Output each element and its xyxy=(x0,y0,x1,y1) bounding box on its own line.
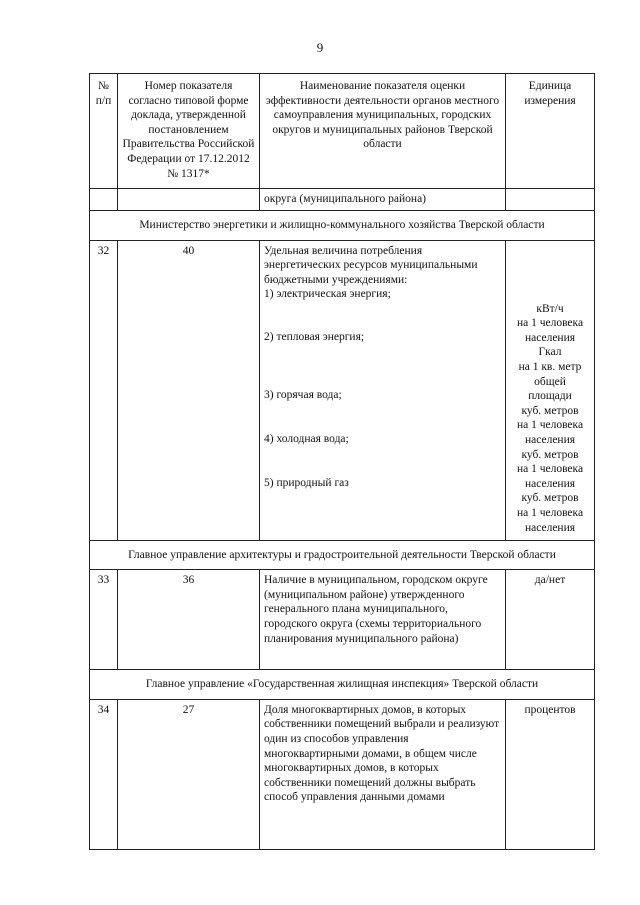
row-indicator-name: Доля многоквартирных домов, в которых собственники помещений выбрали и реализуют один из способов управления многоквартирными домами, в общем числе многоквартирных домов, в которых собственники помещений должны выбрать способ управления данными домами xyxy=(260,699,506,849)
header-standard-number: Номер показателя согласно типовой форме доклада, утвержденной постановлением Правительства Российской Федерации от 17.12.2012 № 1317* xyxy=(118,74,260,189)
section-row xyxy=(90,540,595,570)
unit-line: на 1 человека xyxy=(516,463,584,476)
unit-line: населения xyxy=(524,433,576,446)
unit-line: населения xyxy=(524,477,576,490)
header-unit: Единица измерения xyxy=(506,74,595,189)
list-item: 5) природный газ xyxy=(264,477,349,490)
header-num: № п/п xyxy=(90,74,118,189)
table-row xyxy=(90,240,595,540)
section-title: Главное управление архитектуры и градостроительной деятельности Тверской области xyxy=(90,540,595,570)
table-row xyxy=(90,570,595,670)
table-header-row xyxy=(90,74,595,189)
row-unit: процентов xyxy=(506,699,595,849)
row-standard-number: 40 xyxy=(118,240,260,540)
row-unit: да/нет xyxy=(506,570,595,670)
unit-line: на 1 кв. метр xyxy=(518,360,582,373)
list-item: 4) холодная вода; xyxy=(264,433,349,446)
unit-line: на 1 человека xyxy=(516,419,584,432)
page-number: 9 xyxy=(316,40,324,55)
row-standard-number: 27 xyxy=(118,699,260,849)
row-unit xyxy=(506,240,595,540)
indicator-intro: Удельная величина потребления энергетических ресурсов муниципальными бюджетными учреждениями: xyxy=(264,244,478,286)
row-num: 32 xyxy=(90,240,118,540)
row-num: 33 xyxy=(90,570,118,670)
indicators-table xyxy=(89,73,595,850)
unit-line: куб. метров xyxy=(521,492,579,505)
section-title: Министерство энергетики и жилищно-коммунального хозяйства Тверской области xyxy=(90,211,595,241)
list-item: 3) горячая вода; xyxy=(264,389,342,402)
table-row xyxy=(90,699,595,849)
unit-line: кВт/ч xyxy=(536,302,564,315)
section-row xyxy=(90,211,595,241)
list-item: 2) тепловая энергия; xyxy=(264,331,365,344)
row-indicator-name xyxy=(260,240,506,540)
continuation-row xyxy=(90,189,595,211)
row-indicator-name: Наличие в муниципальном, городском округе (муниципальном районе) утвержденного генерального плана муниципального, городского округа (схемы территориального планирования муниципального района) xyxy=(260,570,506,670)
row-standard-number: 36 xyxy=(118,570,260,670)
unit-line: куб. метров xyxy=(521,404,579,417)
row-num: 34 xyxy=(90,699,118,849)
header-indicator-name: Наименование показателя оценки эффективности деятельности органов местного самоуправления муниципальных, городских округов и муниципальных районов Тверской области xyxy=(260,74,506,189)
unit-line: куб. метров xyxy=(521,448,579,461)
unit-line: населения xyxy=(524,331,576,344)
continuation-text: округа (муниципального района) xyxy=(260,189,506,211)
unit-line: общей xyxy=(534,375,566,388)
unit-line: на 1 человека xyxy=(516,506,584,519)
unit-line: Гкал xyxy=(538,346,562,359)
section-title: Главное управление «Государственная жилищная инспекция» Тверской области xyxy=(90,670,595,700)
section-row xyxy=(90,670,595,700)
list-item: 1) электрическая энергия; xyxy=(264,288,391,301)
unit-line: площади xyxy=(528,390,572,403)
unit-line: на 1 человека xyxy=(516,317,584,330)
unit-line: населения xyxy=(524,521,576,534)
